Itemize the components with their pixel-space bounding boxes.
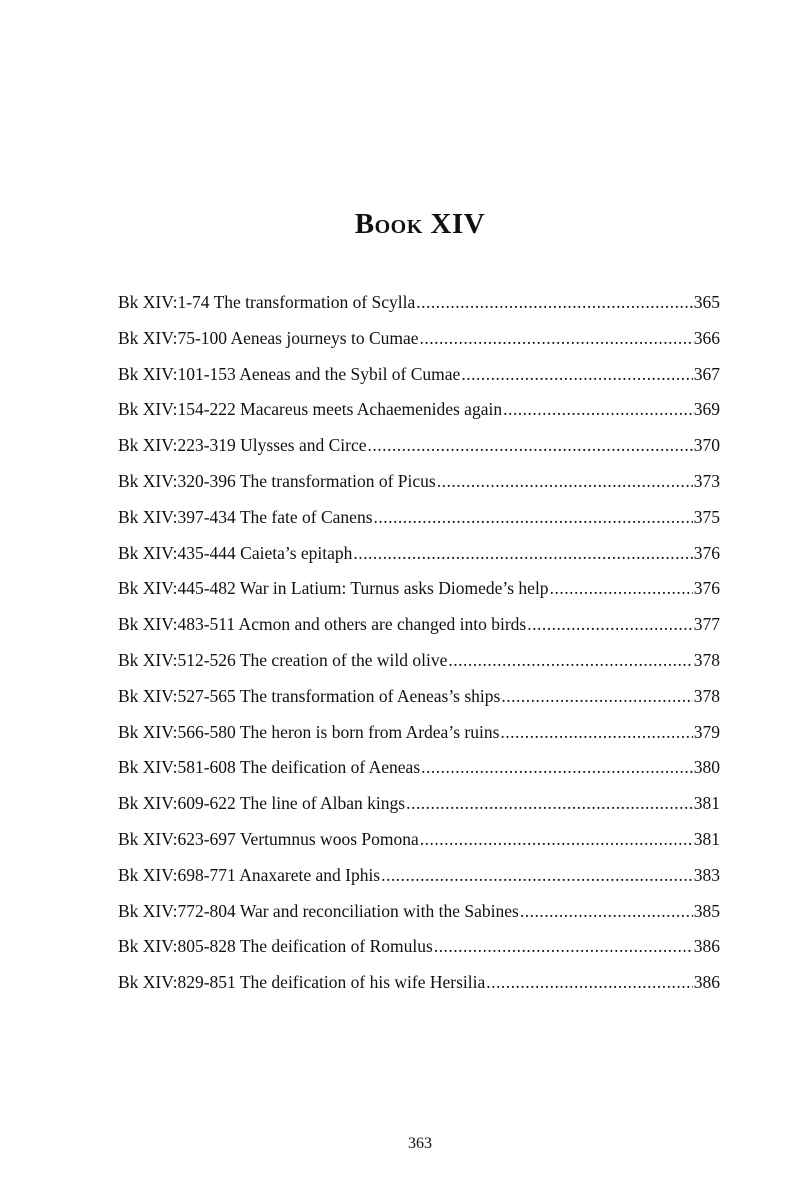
toc-entry: [118, 324, 720, 360]
dot-leader: [374, 503, 693, 531]
dot-leader: [434, 932, 693, 960]
toc-entry: [118, 503, 720, 539]
toc-entry-page: 377: [693, 614, 720, 635]
dot-leader: [368, 431, 693, 459]
toc-entry-page: 386: [693, 936, 720, 957]
toc-entry-page: 376: [693, 578, 720, 599]
toc-entry-page: 375: [693, 506, 720, 527]
dot-leader: [503, 395, 693, 423]
toc-entry: [118, 932, 720, 968]
dot-leader: [437, 467, 693, 495]
toc-entry: [118, 897, 720, 933]
dot-leader: [420, 324, 693, 352]
toc-entry-title: Bk XIV:483-511 Acmon and others are changed into birds: [118, 614, 527, 635]
toc-entry: [118, 467, 720, 503]
toc-entry: [118, 861, 720, 897]
toc-entry: [118, 646, 720, 682]
dot-leader: [550, 574, 693, 602]
toc-entry-page: 379: [693, 721, 720, 742]
dot-leader: [520, 897, 693, 925]
toc-entry: [118, 395, 720, 431]
dot-leader: [420, 825, 693, 853]
dot-leader: [416, 288, 692, 316]
toc-entry-title: Bk XIV:772-804 War and reconciliation with the Sabines: [118, 900, 519, 921]
toc-entry-title: Bk XIV:609-622 The line of Alban kings: [118, 793, 406, 814]
toc-entry: [118, 753, 720, 789]
dot-leader: [353, 539, 692, 567]
toc-entry-page: 367: [693, 363, 720, 384]
toc-entry-title: Bk XIV:1-74 The transformation of Scylla: [118, 292, 416, 312]
table-of-contents: [118, 288, 720, 1004]
toc-entry: [118, 360, 720, 396]
toc-entry-page: 366: [693, 327, 720, 348]
toc-entry-title: Bk XIV:527-565 The transformation of Aeneas’s ships: [118, 685, 501, 706]
toc-entry-title: Bk XIV:698-771 Anaxarete and Iphis: [118, 864, 381, 885]
toc-entry-page: 365: [693, 292, 720, 312]
book-heading: Book XIV: [354, 208, 486, 240]
toc-entry-title: Bk XIV:805-828 The deification of Romulus: [118, 936, 433, 957]
toc-entry-page: 370: [693, 435, 720, 456]
dot-leader: [461, 360, 692, 388]
toc-entry: [118, 539, 720, 575]
toc-entry-page: 383: [693, 864, 720, 885]
toc-entry-page: 381: [693, 828, 720, 849]
toc-entry-page: 380: [693, 757, 720, 778]
toc-entry: [118, 968, 720, 1004]
toc-entry-title: Bk XIV:320-396 The transformation of Picus: [118, 470, 436, 491]
toc-entry-title: Bk XIV:512-526 The creation of the wild olive: [118, 649, 448, 670]
toc-entry-page: 385: [693, 900, 720, 921]
dot-leader: [421, 753, 693, 781]
dot-leader: [381, 861, 693, 889]
toc-entry: [118, 789, 720, 825]
toc-entry-title: Bk XIV:581-608 The deification of Aeneas: [118, 757, 421, 778]
toc-entry-title: Bk XIV:435-444 Caieta’s epitaph: [118, 542, 353, 563]
toc-entry-page: 378: [693, 649, 720, 670]
toc-entry-title: Bk XIV:397-434 The fate of Canens: [118, 506, 373, 527]
dot-leader: [486, 968, 692, 996]
toc-entry-title: Bk XIV:829-851 The deification of his wife Hersilia: [118, 972, 486, 993]
dot-leader: [501, 682, 692, 710]
dot-leader: [448, 646, 692, 674]
toc-entry-title: Bk XIV:223-319 Ulysses and Circe: [118, 435, 367, 456]
toc-entry-title: Bk XIV:101-153 Aeneas and the Sybil of Cumae: [118, 363, 461, 384]
toc-entry-title: Bk XIV:75-100 Aeneas journeys to Cumae: [118, 327, 419, 348]
toc-entry: [118, 610, 720, 646]
toc-entry-page: 378: [693, 685, 720, 706]
toc-entry-title: Bk XIV:623-697 Vertumnus woos Pomona: [118, 828, 419, 849]
toc-entry: [118, 288, 720, 324]
dot-leader: [500, 718, 692, 746]
toc-entry-page: 373: [693, 470, 720, 491]
toc-entry: [118, 574, 720, 610]
dot-leader: [527, 610, 693, 638]
toc-entry-page: 376: [693, 542, 720, 563]
toc-entry-title: Bk XIV:445-482 War in Latium: Turnus asks Diomede’s help: [118, 578, 549, 599]
toc-entry: [118, 825, 720, 861]
toc-entry: [118, 718, 720, 754]
toc-entry: [118, 682, 720, 718]
dot-leader: [406, 789, 693, 817]
toc-entry-page: 369: [693, 399, 720, 420]
toc-entry: [118, 431, 720, 467]
toc-entry-page: 381: [693, 793, 720, 814]
toc-entry-page: 386: [693, 972, 720, 993]
toc-entry-title: Bk XIV:154-222 Macareus meets Achaemenides again: [118, 399, 503, 420]
page-number: 363: [408, 1135, 432, 1152]
toc-entry-title: Bk XIV:566-580 The heron is born from Ardea’s ruins: [118, 721, 500, 742]
